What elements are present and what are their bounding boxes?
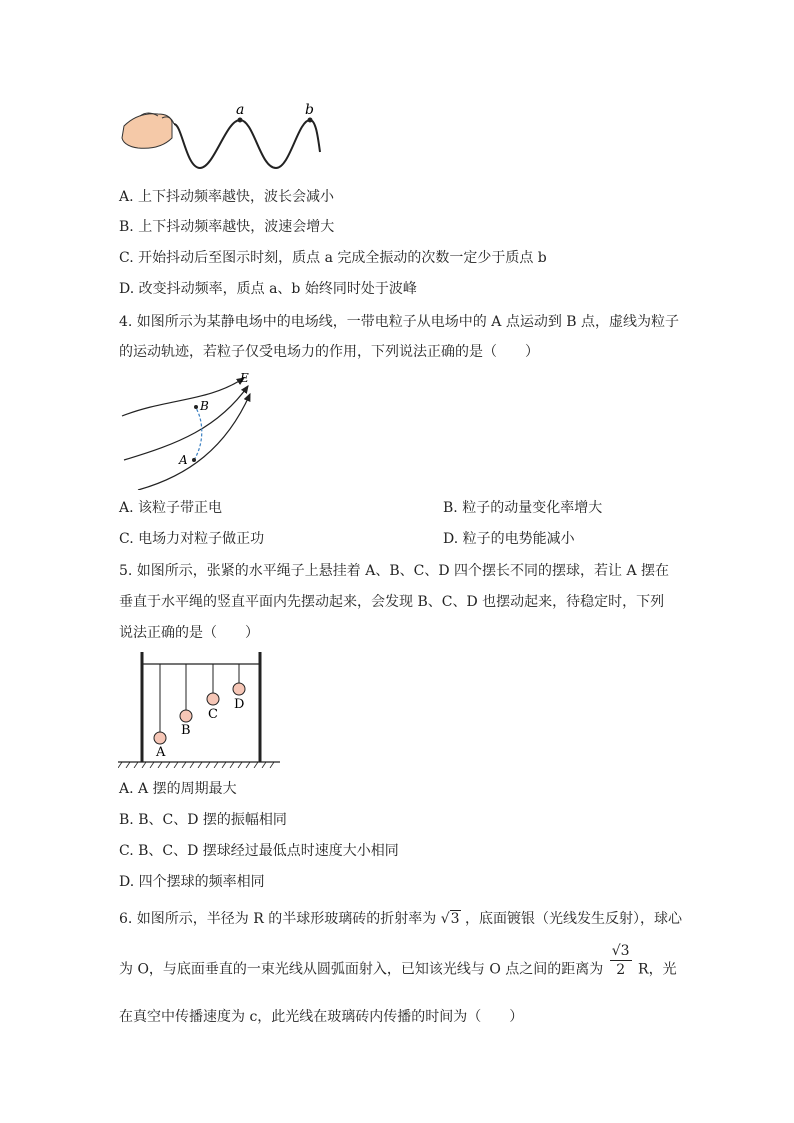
q5-option-c: C. B、C、D 摆球经过最低点时速度大小相同 bbox=[119, 843, 399, 859]
wave-figure bbox=[118, 98, 328, 178]
q3-option-b: B. 上下抖动频率越快，波速会增大 bbox=[119, 219, 335, 235]
point-B bbox=[194, 405, 198, 409]
wave-curve bbox=[174, 120, 320, 168]
q3-option-c: C. 开始抖动后至图示时刻，质点 a 完成全振动的次数一定少于质点 b bbox=[119, 250, 547, 266]
q6-line1-text-a: 6. 如图所示，半径为 R 的半球形玻璃砖的折射率为 bbox=[119, 911, 437, 927]
ball-a bbox=[154, 732, 166, 744]
fraction-denominator: 2 bbox=[616, 962, 626, 978]
ball-b bbox=[180, 710, 192, 722]
q6-line1-text-b: ，底面镀银（光线发生反射），球心 bbox=[465, 911, 682, 927]
q3-option-d: D. 改变抖动频率，质点 a、b 始终同时处于波峰 bbox=[119, 281, 417, 297]
trajectory bbox=[194, 408, 202, 460]
pendulum-figure bbox=[118, 648, 280, 768]
q5-stem-line1: 5. 如图所示，张紧的水平绳子上悬挂着 A、B、C、D 四个摆长不同的摆球，若让 A 摆在 bbox=[119, 563, 670, 579]
point-a bbox=[238, 118, 243, 123]
label-a: a bbox=[236, 102, 245, 118]
q5-stem-line3: 说法正确的是（ ） bbox=[119, 625, 259, 641]
q4-option-d: D. 粒子的电势能减小 bbox=[443, 531, 575, 547]
label-A: A bbox=[179, 453, 188, 467]
fraction-numerator: √3 bbox=[611, 943, 630, 959]
q3-option-a: A. 上下抖动频率越快，波长会减小 bbox=[119, 189, 335, 205]
q4-stem-line2: 的运动轨迹，若粒子仅受电场力的作用，下列说法正确的是（ ） bbox=[119, 344, 539, 360]
q5-option-d: D. 四个摆球的频率相同 bbox=[119, 874, 265, 890]
q5-option-b: B. B、C、D 摆的振幅相同 bbox=[119, 812, 287, 828]
field-lines-diagram bbox=[118, 368, 258, 490]
field-line-2 bbox=[124, 386, 248, 460]
q4-stem-line1: 4. 如图所示为某静电场中的电场线，一带电粒子从电场中的 A 点运动到 B 点，虚线为粒子 bbox=[119, 314, 680, 330]
fraction-sqrt3-over-2 bbox=[610, 942, 632, 979]
point-A bbox=[192, 458, 196, 462]
wave-diagram bbox=[118, 98, 328, 178]
sqrt-radicand: 3 bbox=[450, 911, 460, 927]
pendulum-diagram bbox=[118, 648, 280, 768]
q4-option-c: C. 电场力对粒子做正功 bbox=[119, 531, 265, 547]
point-b bbox=[308, 118, 313, 123]
q4-option-a: A. 该粒子带正电 bbox=[119, 500, 223, 516]
hand-icon bbox=[122, 113, 174, 148]
label-D: D bbox=[234, 697, 245, 712]
label-C: C bbox=[208, 707, 218, 722]
q5-option-a: A. A 摆的周期最大 bbox=[119, 781, 237, 797]
ball-d bbox=[233, 683, 245, 695]
label-A: A bbox=[156, 745, 166, 760]
sqrt-three: √3 bbox=[440, 911, 460, 927]
ball-c bbox=[207, 693, 219, 705]
field-line-3 bbox=[138, 394, 250, 490]
label-b: b bbox=[305, 102, 314, 118]
electric-field-figure bbox=[118, 368, 258, 490]
q6-stem-line2 bbox=[119, 943, 677, 988]
q6-line2-text-a: 为 O，与底面垂直的一束光线从圆弧面射入，已知该光线与 O 点之间的距离为 bbox=[119, 961, 604, 978]
q4-option-b: B. 粒子的动量变化率增大 bbox=[443, 500, 603, 516]
label-B: B bbox=[200, 399, 209, 413]
q6-stem-line3: 在真空中传播速度为 c，此光线在玻璃砖内传播的时间为（ ） bbox=[119, 1009, 524, 1025]
label-E: E bbox=[240, 371, 249, 385]
q6-stem-line1 bbox=[119, 909, 682, 929]
q6-line2-text-b: R，光 bbox=[638, 961, 677, 978]
label-B: B bbox=[181, 723, 191, 738]
q5-stem-line2: 垂直于水平绳的竖直平面内先摆动起来，会发现 B、C、D 也摆动起来，待稳定时，下列 bbox=[119, 594, 665, 610]
